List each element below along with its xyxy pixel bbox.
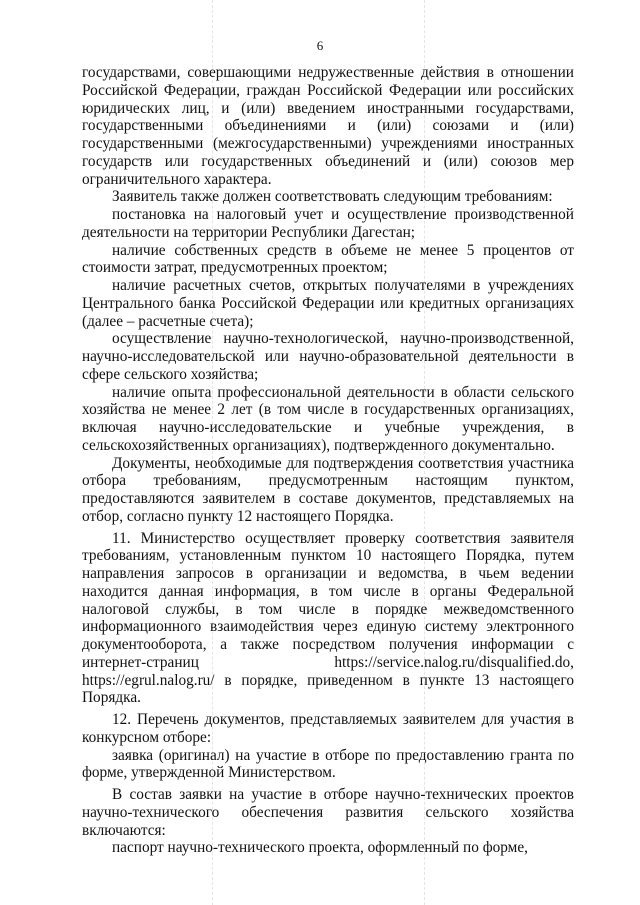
paragraph-continuation: государствами, совершающими недружественные действия в отношении Российской Федерации, граждан Российской Федерации или российских юридических лиц, и (или) введением иностранными государствами, государственными объединениями и (или) союзами и (или) государственными (межгосударственными) учреждениями иностранных государств или государственных объединений и (или) союзов мер ограничительного характера. — [82, 64, 574, 188]
paragraph-scientific-activity: осуществление научно-технологической, научно-производственной, научно-исследовательской или научно-образовательной деятельности в сфере сельского хозяйства; — [82, 330, 574, 383]
paragraph-tax-registration: постановка на налоговый учет и осуществление производственной деятельности на территории Республики Дагестан; — [82, 206, 574, 241]
paragraph-application: заявка (оригинал) на участие в отборе по предоставлению гранта по форме, утвержденной Министерством. — [82, 746, 574, 782]
paragraph-supporting-documents: Документы, необходимые для подтверждения соответствия участника отбора требованиям, предусмотренным настоящим пунктом, предоставляются заявителем в составе документов, представляемых на отбор, согласно пункту 12 настоящего Порядка. — [82, 454, 574, 525]
paragraph-project-passport: паспорт научно-технического проекта, оформленный по форме, — [112, 839, 528, 857]
paragraph-item-11: 11. Министерство осуществляет проверку соответствия заявителя требованиям, установленным пунктом 10 настоящего Порядка, путем направления запросов в организации и ведомства, в чьем ведении находится данная информация, в том числе в органы Федеральной налоговой службы, в том числе в порядке межведомственного информационного взаимодействия через единую систему электронного документооборота, а также посредством получения информации с интернет-страниц https://service.nalog.ru/disqualified.do, https://egrul.nalog.ru/ в порядке, приведенном в пункте 13 настоящего Порядка. — [82, 529, 574, 707]
paragraph-bank-accounts: наличие расчетных счетов, открытых получателями в учреждениях Центрального банка Российской Федерации или кредитных организациях (далее – расчетные счета); — [82, 277, 574, 330]
paragraph-experience: наличие опыта профессиональной деятельности в области сельского хозяйства не менее 2 лет (в том числе в государственных организациях, включая научно-исследовательские и учебные учреждения, в сельскохозяйственных организациях), подтвержденного документально. — [82, 383, 574, 454]
paragraph-application-contents: В состав заявки на участие в отборе научно-технических проектов научно-технического обеспечения развития сельского хозяйства включаются: — [82, 786, 574, 839]
paragraph-requirements-intro: Заявитель также должен соответствовать следующим требованиям: — [112, 188, 553, 206]
document-body — [82, 64, 574, 857]
page-number: 6 — [316, 38, 324, 53]
paragraph-own-funds: наличие собственных средств в объеме не менее 5 процентов от стоимости затрат, предусмотренных проектом; — [82, 241, 574, 277]
paragraph-item-12: 12. Перечень документов, представляемых заявителем для участия в конкурсном отборе: — [82, 711, 574, 746]
